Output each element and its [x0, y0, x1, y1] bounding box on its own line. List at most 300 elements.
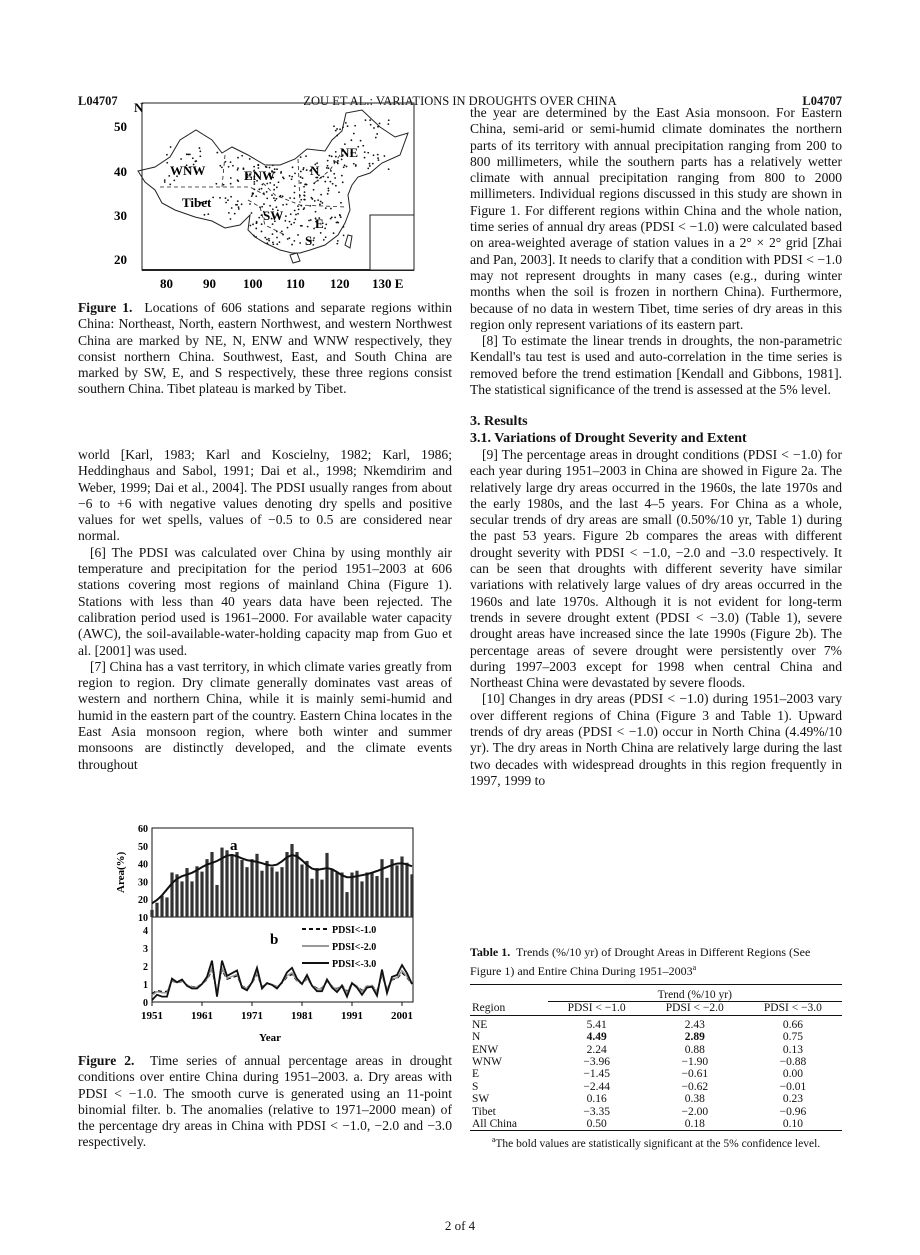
station-dot	[376, 133, 378, 135]
station-dot	[281, 230, 283, 232]
table-title-text: Trends (%/10 yr) of Drought Areas in Different Regions (See Figure 1) and Entire China During 1951–2003	[470, 945, 811, 978]
region-cell: WNW	[472, 1056, 503, 1069]
y-tick-label: 40	[138, 859, 148, 871]
station-dot	[312, 198, 314, 200]
bar	[345, 892, 348, 917]
station-dot	[238, 206, 240, 208]
station-dot	[253, 183, 255, 185]
station-dot	[333, 232, 335, 234]
station-dot	[334, 177, 336, 179]
station-dot	[331, 155, 333, 157]
station-dot	[325, 207, 327, 209]
bar	[405, 863, 408, 917]
station-dot	[276, 168, 278, 170]
lon-label: 130 E	[372, 276, 404, 291]
station-dot	[252, 223, 254, 225]
station-dot	[338, 191, 340, 193]
station-dot	[261, 184, 263, 186]
station-dot	[282, 234, 284, 236]
hainan-outline	[290, 253, 300, 263]
paragraph: [8] To estimate the linear trends in droughts, the non-parametric Kendall's tau test is used and auto-correlation in the time series is removed before the trend estimation [Kendall and Gibbons, 1981]. The statistical significance of the trend is assessed at the 5% level.	[470, 333, 842, 398]
bar	[390, 859, 393, 917]
station-dot	[344, 164, 346, 166]
table-cell: −0.01	[779, 1080, 807, 1093]
lat-label: 20	[114, 252, 127, 267]
station-dot	[313, 239, 315, 241]
station-dot	[334, 162, 336, 164]
figure2-caption	[78, 1053, 452, 1151]
station-dot	[273, 189, 275, 191]
station-dot	[258, 188, 260, 190]
station-dot	[350, 139, 352, 141]
paragraph: world [Karl, 1983; Karl and Koscielny, 1982; Karl, 1986; Heddinghaus and Sabol, 1991; Dai et al., 1998; Nkemdirim and Weber, 1999; Dai et al., 2004]. The PDSI usually ranges from about −6 to +6 with negative values denoting dry spells and positive values for wet spells, values of −0.5 to 0.5 are considered near normal.	[78, 447, 452, 544]
station-dot	[297, 213, 299, 215]
station-dot	[313, 189, 315, 191]
trend-table	[470, 984, 842, 1131]
station-dot	[303, 208, 305, 210]
station-dot	[255, 228, 257, 230]
column-header: Region	[472, 1002, 506, 1015]
bar	[170, 873, 173, 918]
station-dot	[305, 183, 307, 185]
station-dot	[230, 183, 232, 185]
bar	[200, 872, 203, 917]
bar	[270, 867, 273, 917]
table-title	[470, 945, 842, 979]
region-label-n: N	[310, 163, 320, 178]
station-dot	[373, 154, 375, 156]
bar	[295, 852, 298, 917]
station-dot	[324, 227, 326, 229]
station-dot	[199, 150, 201, 152]
column-header: PDSI < −2.0	[665, 1002, 724, 1015]
legend-label: PDSI<-3.0	[332, 959, 377, 970]
column-header: PDSI < −3.0	[763, 1002, 822, 1015]
table-cell: 2.89	[684, 1031, 705, 1044]
station-dot	[312, 244, 314, 246]
footnote-text: The bold values are statistically significant at the 5% confidence level.	[495, 1138, 821, 1151]
station-dot	[207, 213, 209, 215]
table-cell: −0.62	[681, 1080, 709, 1093]
station-dot	[327, 165, 329, 167]
station-dot	[164, 179, 166, 181]
station-dot	[336, 135, 338, 137]
table-cell: 0.00	[782, 1068, 803, 1081]
station-dot	[266, 239, 268, 241]
bar	[340, 873, 343, 918]
station-dot	[294, 218, 296, 220]
station-dot	[266, 197, 268, 199]
station-dot	[372, 163, 374, 165]
station-dot	[353, 133, 355, 135]
table-cell: −2.44	[583, 1080, 610, 1093]
station-dot	[166, 162, 168, 164]
y-tick-label: 20	[138, 895, 148, 907]
panel-label-b: b	[270, 932, 279, 948]
station-dot	[289, 175, 291, 177]
station-dot	[303, 167, 305, 169]
station-dot	[291, 176, 293, 178]
station-dot	[264, 237, 266, 239]
region-label-s: S	[305, 233, 313, 248]
station-dot	[300, 176, 302, 178]
station-dot	[295, 214, 297, 216]
lon-label: 80	[160, 276, 173, 291]
station-dot	[331, 217, 333, 219]
y-tick-label: 0	[143, 998, 148, 1009]
station-dot	[367, 152, 369, 154]
table-cell: 0.38	[684, 1093, 705, 1106]
station-dot	[340, 202, 342, 204]
station-dot	[219, 165, 221, 167]
station-dot	[330, 170, 332, 172]
region-cell: All China	[472, 1118, 518, 1131]
table-row	[470, 1093, 842, 1105]
station-dot	[317, 180, 319, 182]
station-dots	[164, 119, 390, 246]
station-dot	[339, 214, 341, 216]
lon-label: 110	[286, 276, 305, 291]
table-cell: 0.50	[586, 1118, 607, 1131]
station-dot	[387, 123, 389, 125]
station-dot	[300, 199, 302, 201]
table-row	[470, 1044, 842, 1056]
station-dot	[268, 238, 270, 240]
bar	[190, 881, 193, 917]
region-cell: SW	[472, 1093, 490, 1106]
station-dot	[341, 175, 343, 177]
station-dot	[261, 231, 263, 233]
station-dot	[282, 195, 284, 197]
figure1-map	[100, 95, 430, 295]
footnote-marker: a	[692, 963, 697, 972]
station-dot	[297, 234, 299, 236]
station-dot	[297, 205, 299, 207]
station-dot	[230, 177, 232, 179]
caption-text: Time series of annual percentage areas in drought conditions over entire China during 1951–2003. a. Dry areas with PDSI < −1.0. The smooth curve is generated using an 11-point binomial filter. b. The anomalies (relative to 1971–2000 mean) of the percentage dry areas in China with PDSI < −1.0, −2.0 and −3.0 respectively.	[78, 1053, 452, 1150]
station-dot	[173, 179, 175, 181]
table-row	[470, 1106, 842, 1118]
bar	[195, 866, 198, 917]
station-dot	[252, 192, 254, 194]
station-dot	[343, 226, 345, 228]
table-cell: −3.35	[583, 1105, 610, 1118]
station-dot	[300, 205, 302, 207]
station-dot	[336, 128, 338, 130]
station-dot	[322, 176, 324, 178]
footnote-marker: a	[491, 1135, 496, 1145]
station-dot	[276, 186, 278, 188]
table-label: Table 1.	[470, 945, 511, 959]
station-dot	[314, 200, 316, 202]
region-cell: NE	[472, 1018, 488, 1031]
station-dot	[302, 169, 304, 171]
station-dot	[328, 190, 330, 192]
bar	[235, 852, 238, 917]
table-cell: −0.61	[681, 1068, 709, 1081]
station-dot	[273, 184, 275, 186]
x-tick-label: 1961	[191, 1010, 213, 1022]
station-dot	[199, 147, 201, 149]
station-dot	[326, 167, 328, 169]
y-tick-label: 2	[143, 962, 148, 973]
station-dot	[360, 140, 362, 142]
station-dot	[377, 126, 379, 128]
y-tick-label: 60	[138, 824, 148, 835]
station-dot	[230, 218, 232, 220]
table-row	[470, 1081, 842, 1093]
table-row	[470, 1015, 842, 1031]
bar	[310, 879, 313, 917]
table-cell: −1.45	[583, 1068, 610, 1081]
table-cell: 0.88	[684, 1043, 705, 1056]
bar	[255, 854, 258, 917]
station-dot	[307, 226, 309, 228]
y-tick-label: 50	[138, 841, 148, 853]
station-dot	[291, 178, 293, 180]
station-dot	[388, 119, 390, 121]
station-dot	[253, 235, 255, 237]
station-dot	[330, 208, 332, 210]
station-dot	[342, 181, 344, 183]
station-dot	[164, 181, 166, 183]
bar	[365, 873, 368, 918]
station-dot	[327, 187, 329, 189]
bar	[280, 867, 283, 917]
station-dot	[321, 202, 323, 204]
table-cell: 4.49	[586, 1031, 607, 1044]
bar	[335, 873, 338, 918]
paragraph: the year are determined by the East Asia monsoon. For Eastern China, semi-arid or semi-humid climate dominates the northern parts of its territory with annual precipitation ranging from 200 to 800 millimeters, while the southern parts has a relatively wetter climate with annual precipitation ranging from 800 to 2000 millimeters. Individual regions discussed in this study are shown in Figure 1. For different regions within China and the whole nation, time series of annual dry areas (PDSI < −1.0) were calculated based on area-weighted average of station values in a 2° × 2° grid [Zhai and Pan, 2003]. It needs to clarify that a condition with PDSI < −1.0 may not represent droughts in many cases (e.g., during winter months when the soil is frozen in northern China). Furthermore, because of no data in western Tibet, time series of dry areas in this region only represent variations of its eastern part.	[470, 105, 842, 332]
station-dot	[383, 155, 385, 157]
station-dot	[228, 212, 230, 214]
station-dot	[336, 243, 338, 245]
bar	[275, 872, 278, 917]
station-dot	[192, 157, 194, 159]
station-dot	[327, 160, 329, 162]
station-dot	[306, 169, 308, 171]
station-dot	[303, 186, 305, 188]
station-dot	[329, 181, 331, 183]
station-dot	[231, 207, 233, 209]
region-label-wnw: WNW	[170, 163, 206, 178]
bar	[250, 859, 253, 917]
station-dot	[355, 165, 357, 167]
region-label-sw: SW	[263, 208, 284, 223]
bar	[385, 878, 388, 917]
station-dot	[320, 201, 322, 203]
bar	[215, 885, 218, 917]
station-dot	[343, 235, 345, 237]
station-dot	[287, 238, 289, 240]
bar	[205, 859, 208, 917]
bar	[370, 873, 373, 918]
station-dot	[180, 158, 182, 160]
station-dot	[315, 211, 317, 213]
bar	[325, 853, 328, 917]
bar	[330, 869, 333, 917]
station-dot	[170, 146, 172, 148]
station-dot	[365, 119, 367, 121]
station-dot	[373, 127, 375, 129]
station-dot	[237, 180, 239, 182]
station-dot	[272, 223, 274, 225]
station-dot	[325, 223, 327, 225]
station-dot	[345, 122, 347, 124]
region-label-enw: ENW	[244, 168, 276, 183]
section-heading: 3. Results	[470, 414, 528, 430]
station-dot	[204, 214, 206, 216]
station-dot	[254, 189, 256, 191]
station-dot	[290, 213, 292, 215]
station-dot	[304, 191, 306, 193]
x-tick-label: 1991	[341, 1010, 363, 1022]
station-dot	[261, 188, 263, 190]
station-dot	[375, 137, 377, 139]
region-cell: E	[472, 1068, 480, 1081]
station-dot	[221, 166, 223, 168]
table-cell: 0.66	[782, 1018, 803, 1031]
station-dot	[354, 125, 356, 127]
bar	[225, 850, 228, 917]
station-dot	[272, 164, 274, 166]
station-dot	[293, 240, 295, 242]
region-label-e: E	[315, 216, 324, 231]
station-dot	[291, 244, 293, 246]
caption-label: Figure 2.	[78, 1053, 135, 1068]
station-dot	[219, 197, 221, 199]
region-cell: N	[472, 1031, 481, 1044]
station-dot	[302, 177, 304, 179]
station-dot	[234, 213, 236, 215]
bar	[360, 881, 363, 917]
table-cell: 0.10	[782, 1118, 803, 1131]
station-dot	[255, 236, 257, 238]
station-dot	[369, 165, 371, 167]
region-label-tibet: Tibet	[182, 195, 212, 210]
station-dot	[216, 152, 218, 154]
station-dot	[263, 203, 265, 205]
station-dot	[339, 128, 341, 130]
bar	[395, 865, 398, 917]
column-header: PDSI < −1.0	[567, 1002, 626, 1015]
left-column-text	[78, 447, 452, 773]
station-dot	[369, 163, 371, 165]
station-dot	[299, 242, 301, 244]
station-dot	[266, 242, 268, 244]
station-dot	[232, 165, 234, 167]
table-cell: −0.96	[779, 1105, 807, 1118]
station-dot	[290, 224, 292, 226]
station-dot	[199, 155, 201, 157]
region-cell: S	[472, 1080, 479, 1093]
station-dot	[272, 233, 274, 235]
table-cell: 2.24	[586, 1043, 607, 1056]
station-dot	[377, 154, 379, 156]
station-dot	[237, 167, 239, 169]
x-tick-label: 1951	[141, 1010, 163, 1022]
station-dot	[369, 119, 371, 121]
y-axis-label: Area(%)	[115, 851, 127, 893]
station-dot	[223, 184, 225, 186]
station-dot	[293, 197, 295, 199]
station-dot	[187, 154, 189, 156]
station-dot	[225, 202, 227, 204]
table-cell: 0.23	[782, 1093, 803, 1106]
station-dot	[225, 197, 227, 199]
station-dot	[228, 166, 230, 168]
bar	[320, 880, 323, 917]
header-left-id: L04707	[78, 94, 118, 108]
bar	[240, 860, 243, 917]
station-dot	[337, 221, 339, 223]
station-dot	[249, 203, 251, 205]
station-dot	[261, 223, 263, 225]
bar	[350, 873, 353, 918]
station-dot	[289, 221, 291, 223]
station-dot	[257, 164, 259, 166]
lon-label: 120	[330, 276, 350, 291]
lat-label: 30	[114, 208, 127, 223]
station-dot	[303, 194, 305, 196]
y-tick-label: 1	[143, 980, 148, 991]
station-dot	[343, 166, 345, 168]
station-dot	[313, 237, 315, 239]
table-cell: −3.96	[583, 1056, 610, 1069]
group-header: Trend (%/10 yr)	[548, 985, 842, 1002]
station-dot	[303, 199, 305, 201]
lat-label: 40	[114, 164, 127, 179]
station-dot	[300, 182, 302, 184]
bar	[265, 861, 268, 917]
station-dot	[215, 183, 217, 185]
y-tick-label: 3	[143, 944, 148, 955]
station-dot	[268, 240, 270, 242]
station-dot	[271, 194, 273, 196]
station-dot	[212, 196, 214, 198]
station-dot	[225, 161, 227, 163]
x-tick-label: 1981	[291, 1010, 313, 1022]
table-cell: −1.90	[681, 1056, 709, 1069]
station-dot	[288, 237, 290, 239]
bar	[230, 855, 233, 917]
station-dot	[274, 200, 276, 202]
station-dot	[289, 197, 291, 199]
station-dot	[280, 195, 282, 197]
x-axis-label: Year	[259, 1032, 281, 1044]
station-dot	[287, 227, 289, 229]
station-dot	[340, 216, 342, 218]
station-dot	[227, 199, 229, 201]
station-dot	[249, 158, 251, 160]
table-cell: −0.88	[779, 1056, 807, 1069]
station-dot	[301, 225, 303, 227]
station-dot	[334, 216, 336, 218]
y-tick-label: 4	[143, 926, 148, 937]
figure2-chart	[110, 815, 430, 1045]
station-dot	[367, 167, 369, 169]
station-dot	[294, 185, 296, 187]
station-dot	[286, 203, 288, 205]
table-cell: 0.18	[684, 1118, 705, 1131]
station-dot	[347, 125, 349, 127]
station-dot	[299, 195, 301, 197]
bar	[160, 896, 163, 917]
station-dot	[251, 212, 253, 214]
taiwan-outline	[345, 235, 352, 248]
station-dot	[346, 166, 348, 168]
table-row	[470, 1068, 842, 1080]
